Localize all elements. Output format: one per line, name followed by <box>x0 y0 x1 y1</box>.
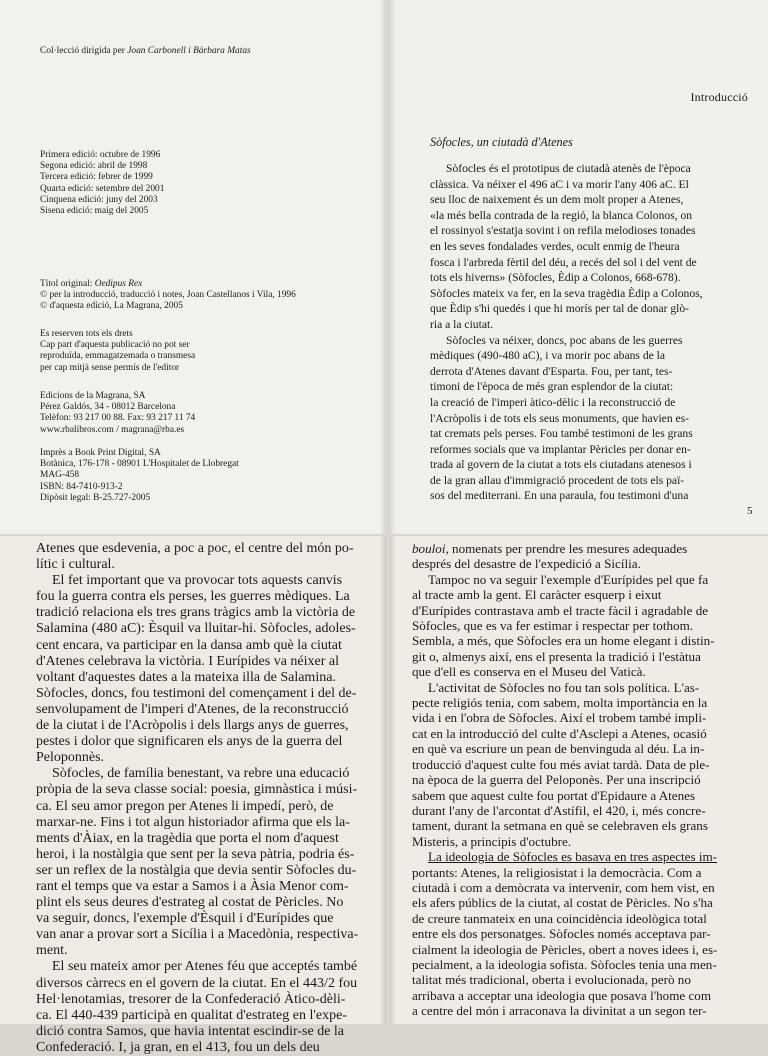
text-line: La ideologia de Sòfocles es basava en tres aspectes im- <box>428 849 718 865</box>
rights-notice <box>40 329 370 374</box>
text-line: la creació de l'imperi àtico-dèlic i la reconstrucció de <box>430 395 676 409</box>
text-line: el rossinyol s'estatja sovint i on refila melodioses tonades <box>430 224 696 238</box>
text-line: entre els dos personatges. Sòfocles només acceptava par- <box>412 926 711 942</box>
text-line: L'activitat de Sòfocles no fou tan sols política. L'as- <box>428 679 700 695</box>
text-line: Sòfocles, de família benestant, va rebre una educació <box>52 766 350 782</box>
text-line: van anar a provar sort a Sicília i a Macedònia, respectiva- <box>36 927 359 943</box>
text-line: reformes socials que va implantar Pèricles per donar en- <box>430 442 691 456</box>
text-fragment: , nomenats per prendre les mesures adequades <box>445 541 688 556</box>
text-line: heroi, i la nostàlgia que sent per la seva pàtria, podria és- <box>36 846 355 862</box>
text-line: talitat més tradicional, oberta i evolucionada, però no <box>412 972 691 988</box>
text-line: Sòfocles va néixer, doncs, poc abans de les guerres <box>446 333 683 347</box>
text-line: senvolupament de l'imperi d'Atenes, de la reconstrucció <box>36 701 349 717</box>
text-line: tradició relaciona els tres grans tràgics amb la victòria de <box>36 605 356 621</box>
text-line: al tracte amb la gent. El caràcter esquerp i eixut <box>412 587 662 603</box>
text-line: diversos càrrecs en el govern de la ciutat. En el 443/2 fou <box>36 975 358 991</box>
text-line: en les seves fondalades verdes, ocult enmig de l'heura <box>430 239 680 253</box>
page-gutter <box>390 536 396 1024</box>
text-line: els afers públics de la ciutat, al costat de Pèricles. No s'ha <box>412 895 713 911</box>
text-line: Sòfocles mateix va fer, en la seva tragèdia Èdip a Colonos, <box>430 286 703 300</box>
text-line: Sòfocles, doncs, fou testimoni del començament i del de- <box>36 685 357 701</box>
colophon-page <box>0 0 386 534</box>
text-line: clàssica. Va néixer el 496 aC i va morir l'any 406 aC. El <box>430 177 689 191</box>
copyright-line: © per la introducció, traducció i notes, Joan Castellanos i Vila, 1996 <box>40 290 296 301</box>
text-line: ca. El 440-439 participà en qualitat d'estrateg en l'expe- <box>36 1007 347 1023</box>
original-title-label: Títol original: <box>40 279 95 289</box>
text-page-right <box>390 536 768 1024</box>
text-line: «la més bella contrada de la regió, la blanca Colonos, on <box>430 208 693 222</box>
series-editors: Joan Carbonell i Bàrbara Matas <box>127 46 251 56</box>
text-line: Sembla, a més, que Sòfocles era un home elegant i distin- <box>412 633 715 649</box>
text-line: l'Acròpolis i de tots els seus monuments, que havien es- <box>430 411 690 425</box>
text-line: seu lloc de naixement és un dem molt proper a Atenes, <box>430 193 684 207</box>
text-line: ca. El seu amor pregon per Atenes li impedí, però, de <box>36 798 334 814</box>
printer-block <box>40 448 370 504</box>
edition-line: Tercera edició: febrer de 1999 <box>40 172 153 183</box>
edition-line: Quarta edició: setembre del 2001 <box>40 183 165 194</box>
text-line: El fet important que va provocar tots aquests canvis <box>52 573 343 589</box>
text-line: Sòfocles és el prototipus de ciutadà atenès de l'època <box>446 162 691 175</box>
text-line: rant el temps que va estar a Samos i a Àsia Menor com- <box>36 878 349 894</box>
text-line: na època de la guerra del Peloponès. Per una inscripció <box>412 772 701 788</box>
text-line: El seu mateix amor per Atenes féu que acceptés també <box>52 959 358 975</box>
text-line: ciutadà i com a demòcrata va intervenir, com hem vist, en <box>412 879 715 895</box>
rights-line: Cap part d'aquesta publicació no pot ser <box>40 340 190 351</box>
text-line: de la ciutat i de l'Acròpolis i dels llargs anys de guerres, <box>36 718 349 734</box>
text-line <box>412 541 752 556</box>
text-line: ment. <box>36 943 68 959</box>
text-line: que d'ell es conserva en el Museu del Vaticà. <box>412 664 646 680</box>
edition-history <box>40 150 370 217</box>
page-gutter <box>390 0 396 534</box>
text-line: de la gran allau d'immigració procedent de tots els paï- <box>430 473 685 487</box>
publisher-line: www.rbalibros.com / magrana@rba.es <box>40 424 185 435</box>
body-text <box>36 541 366 1056</box>
text-line: marxar-ne. Fins i tot algun historiador afirma que els la- <box>36 814 350 830</box>
text-line: Atenes que esdevenia, a poc a poc, el centre del món po- <box>36 541 354 556</box>
body-text <box>412 541 752 1019</box>
edition-line: Cinquena edició: juny del 2003 <box>40 194 158 205</box>
introduction-page <box>390 0 768 534</box>
text-line: tots els hiverns» (Sòfocles, Èdip a Colonos, 668-678). <box>430 271 681 285</box>
rights-line: per cap mitjà sense permís de l'editor <box>40 362 180 373</box>
text-line: Salamina (480 aC): Èsquil va lluitar-hi. Sòfocles, adoles- <box>36 621 356 637</box>
page-gutter <box>380 0 386 534</box>
text-line: cat en la introducció del culte d'Asclepi a Atenes, ocasió <box>412 725 707 741</box>
text-line: Misteris, a principis d'octubre. <box>412 833 572 849</box>
printer-line: ISBN: 84-7410-913-2 <box>40 481 123 492</box>
page-number: 5 <box>747 505 753 517</box>
text-line: Tampoc no va seguir l'exemple d'Eurípides pel que fa <box>428 571 709 587</box>
text-line: Peloponnès. <box>36 750 105 766</box>
text-line: derrota d'Atenes davant d'Esparta. Fou, per tant, tes- <box>430 364 673 378</box>
text-line: dició contra Samos, que havia intentat escindir-se de la <box>36 1023 345 1039</box>
text-line: que Èdip s'hi quedés i que hi morís per tal de donar glò- <box>430 302 690 316</box>
publisher-line: Telèfon: 93 217 00 88. Fax: 93 217 11 74 <box>40 413 196 424</box>
original-title: Oedipus Rex <box>94 279 143 289</box>
text-line: arribava a acceptar una ideologia que posava l'home com <box>412 987 712 1003</box>
printer-line: MAG-458 <box>40 470 80 481</box>
text-line: vida i en l'obra de Sòfocles. Així el trobem també impli- <box>412 710 707 726</box>
text-line: pecte religiós tenia, com sabem, molta importància en la <box>412 695 708 711</box>
text-line: troducció d'aquest culte fou més aviat tardà. Data de ple- <box>412 756 710 772</box>
text-line: pecialment, a la ideologia sofista. Sòfocles tenia una men- <box>412 956 717 972</box>
text-line: cialment la ideologia de Pèricles, obert a noves idees i, es- <box>412 941 718 957</box>
text-line: a centre del món i arraconava la divinitat a un segon ter- <box>412 1003 707 1019</box>
text-line: ments d'Àiax, en la tragèdia que porta el nom d'aquest <box>36 830 339 846</box>
text-line: git o, almenys així, ens el presenta la tradició i l'estàtua <box>412 648 701 664</box>
original-title-block <box>40 279 370 313</box>
text-line: portants: Atenes, la religiosistat i la democràcia. Com a <box>412 864 702 880</box>
text-line: d'Atenes celebrava la victòria. I Eurípides va néixer al <box>36 653 339 669</box>
edition-line: Sisena edició: maig del 2005 <box>40 206 149 217</box>
text-line: d'Eurípides contrastava amb el tracte fàcil i agradable de <box>412 602 709 618</box>
intro-body-text <box>430 161 750 504</box>
page-gutter <box>380 536 386 1024</box>
copyright-line: © d'aquesta edició, La Magrana, 2005 <box>40 301 183 312</box>
text-line: pròpia de la seva classe social: poesia, gimnàstica i músi- <box>36 782 358 798</box>
text-line: ria a la ciutat. <box>430 317 494 331</box>
text-line: mèdiques (490-480 aC), i va morir poc abans de la <box>430 349 666 363</box>
text-line: ser un reflex de la nostàlgia que devia sentir Sòfocles du- <box>36 862 357 878</box>
text-line: cent encara, va participar en la dansa amb què la ciutat <box>36 637 342 653</box>
series-prefix: Col·lecció dirigida per <box>40 46 128 56</box>
text-line: plint els seus deures d'estrateg al costat de Pèricles. No <box>36 895 344 911</box>
text-line: després del desastre de l'expedició a Sicília. <box>412 556 641 572</box>
text-line: Sòfocles, que es va fer estimar i respectar per tothom. <box>412 618 694 634</box>
publisher-line: Edicions de la Magrana, SA <box>40 391 146 401</box>
text-line: timoni de l'època de més gran esplendor de la ciutat: <box>430 380 674 394</box>
text-line: sos del mediterrani. En una paraula, fou testimoni d'una <box>430 489 689 503</box>
text-line: sabem que aquest culte fou portat d'Epidaure a Atenes <box>412 787 696 803</box>
rights-line: reproduïda, emmagatzemada o transmesa <box>40 351 196 362</box>
edition-line: Primera edició: octubre de 1996 <box>40 150 161 160</box>
text-page-left <box>0 536 386 1055</box>
publisher-line: Pérez Galdós, 34 - 08012 Barcelona <box>40 402 176 413</box>
text-line: pestes i dolor que significaren els anys de la guerra del <box>36 734 343 750</box>
text-line: durant l'any de l'arcontat d'Astífil, el 420, i, més concre- <box>412 802 706 818</box>
text-line: fosca i l'arbreda fèrtil del déu, a recés del sol i del vent de <box>430 255 697 269</box>
text-line: tat cremats pels perses. Fou també testimoni de les grans <box>430 427 693 441</box>
edition-line: Segona edició: abril de 1998 <box>40 161 148 172</box>
text-line: Confederació. I, ja gran, en el 413, fou un dels deu <box>36 1039 320 1055</box>
chapter-heading: Introducció <box>690 90 748 104</box>
text-line: fou la guerra contra els perses, les guerres mèdiques. La <box>36 589 350 605</box>
text-line: de creure tanmateix en una coincidència ideològica total <box>412 910 707 926</box>
printer-line: Botànica, 176-178 - 08901 L'Hospitalet de Llobregat <box>40 459 239 470</box>
text-line: en què va escriure un pean de benvinguda al déu. La in- <box>412 741 705 757</box>
greek-term: bouloi <box>412 541 446 556</box>
text-line: trada al govern de la ciutat a tots els ciutadans atenesos i <box>430 458 692 472</box>
rights-line: Es reserven tots els drets <box>40 329 133 339</box>
printer-line: Dipòsit legal: B-25.727-2005 <box>40 492 151 503</box>
series-credit <box>40 46 370 57</box>
text-line: va seguir, doncs, l'exemple d'Èsquil i d'Eurípides que <box>36 911 334 927</box>
publisher-block <box>40 391 370 436</box>
text-line: tament, durant la setmana en què se celebraven els grans <box>412 818 708 834</box>
text-line: Hel·lenotamias, tresorer de la Confederació Àtico-dèli- <box>36 991 346 1007</box>
printer-line: Imprès a Book Print Digital, SA <box>40 448 161 458</box>
text-line: voltant d'aquestes dates a la mateixa illa de Salamina. <box>36 669 336 685</box>
section-title: Sòfocles, un ciutadà d'Atenes <box>430 135 573 149</box>
text-line: lític i cultural. <box>36 557 115 573</box>
